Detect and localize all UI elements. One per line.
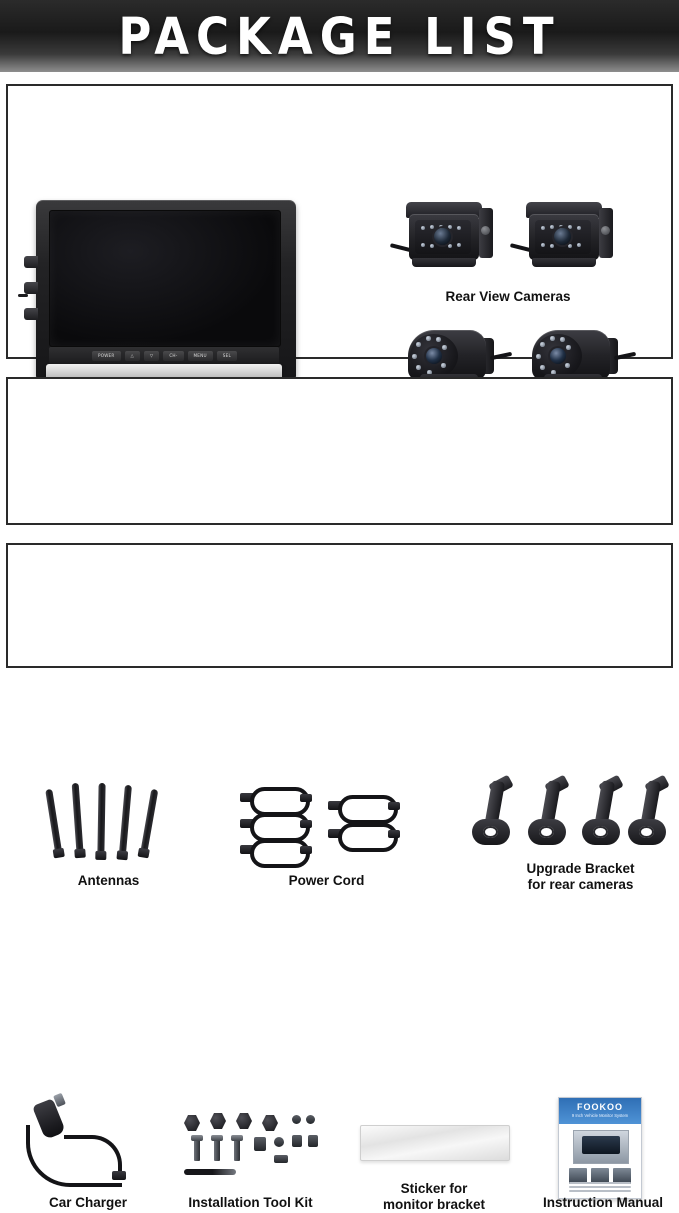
manual-text-lines: [569, 1182, 631, 1194]
upgrade-bracket: [526, 781, 572, 855]
power-cord: [240, 785, 312, 811]
camera-base: [532, 258, 596, 267]
caption-antennas: Antennas: [77, 873, 140, 888]
monitor-button-row: [92, 350, 237, 361]
caption-upgrade-bracket-line2: for rear cameras: [527, 877, 634, 892]
upgrade-bracket: [470, 781, 516, 855]
bolt: [234, 1139, 240, 1161]
caption-sticker-line2: monitor bracket: [382, 1197, 486, 1212]
screw: [306, 1115, 315, 1124]
wing-nut: [236, 1113, 252, 1129]
caption-power-cord: Power Cord: [288, 873, 365, 888]
monitor-side-knob: [24, 256, 38, 268]
section-cables-brackets: [6, 377, 673, 892]
charger-connector: [112, 1171, 126, 1180]
caption-instruction-manual: Instruction Manual: [542, 1195, 663, 1210]
caption-car-charger: Car Charger: [48, 1195, 128, 1210]
monitor-cable-stub: [18, 294, 28, 297]
upgrade-bracket: [626, 781, 672, 855]
caption-rear-view-cameras: Rear View Cameras: [445, 289, 571, 304]
header-banner: [0, 0, 679, 72]
monitor-button-power: POWER: [92, 351, 121, 361]
monitor-button-down: ▽: [144, 351, 159, 361]
screw: [308, 1135, 318, 1147]
caption-sticker-line1: Sticker for: [400, 1181, 468, 1196]
power-cord: [240, 811, 312, 837]
screwdriver: [184, 1169, 236, 1175]
monitor-side-knob: [24, 282, 38, 294]
section-main-devices: [6, 84, 673, 359]
instruction-manual-booklet: [558, 1097, 642, 1199]
monitor-button-channel: CH-: [163, 351, 183, 361]
camera-base: [412, 258, 476, 267]
clip: [274, 1155, 288, 1163]
wing-nut: [262, 1115, 278, 1131]
camera-bracket-screw: [601, 226, 610, 235]
bolt: [194, 1139, 200, 1161]
monitor-screen: [49, 210, 281, 347]
antenna: [45, 789, 62, 851]
camera-lens: [434, 228, 451, 245]
rear-view-camera: [404, 202, 500, 270]
monitor-button-up: △: [125, 351, 140, 361]
spacer: [254, 1137, 266, 1151]
wing-nut: [210, 1113, 226, 1129]
monitor-button-menu: MENU: [188, 351, 213, 361]
power-cord: [328, 793, 400, 819]
bolt: [214, 1139, 220, 1161]
camera-bracket-screw: [481, 226, 490, 235]
adhesive-sticker: [360, 1125, 510, 1161]
upgrade-bracket: [580, 781, 626, 855]
antenna: [119, 785, 132, 853]
screw: [292, 1115, 301, 1124]
manual-subtitle: 9 Inch Vehicle Monitor System: [571, 1113, 629, 1118]
antenna: [72, 783, 84, 851]
screw: [292, 1135, 302, 1147]
manual-cover-image: [573, 1130, 629, 1164]
camera-lens: [550, 348, 566, 364]
power-cord: [240, 837, 312, 863]
page-title: PACKAGE LIST: [118, 6, 561, 66]
monitor-side-knob: [24, 308, 38, 320]
caption-installation-tool-kit: Installation Tool Kit: [188, 1195, 313, 1210]
rear-view-camera: [524, 202, 620, 270]
washer: [274, 1137, 284, 1147]
monitor-button-select: SEL: [217, 351, 237, 361]
antenna: [97, 783, 105, 853]
wing-nut: [184, 1115, 200, 1131]
manual-brand-name: FOOKOO: [577, 1102, 623, 1112]
camera-lens: [554, 228, 571, 245]
camera-lens: [426, 348, 442, 364]
power-cord: [328, 821, 400, 847]
caption-upgrade-bracket-line1: Upgrade Bracket: [526, 861, 635, 876]
antenna: [141, 789, 159, 851]
